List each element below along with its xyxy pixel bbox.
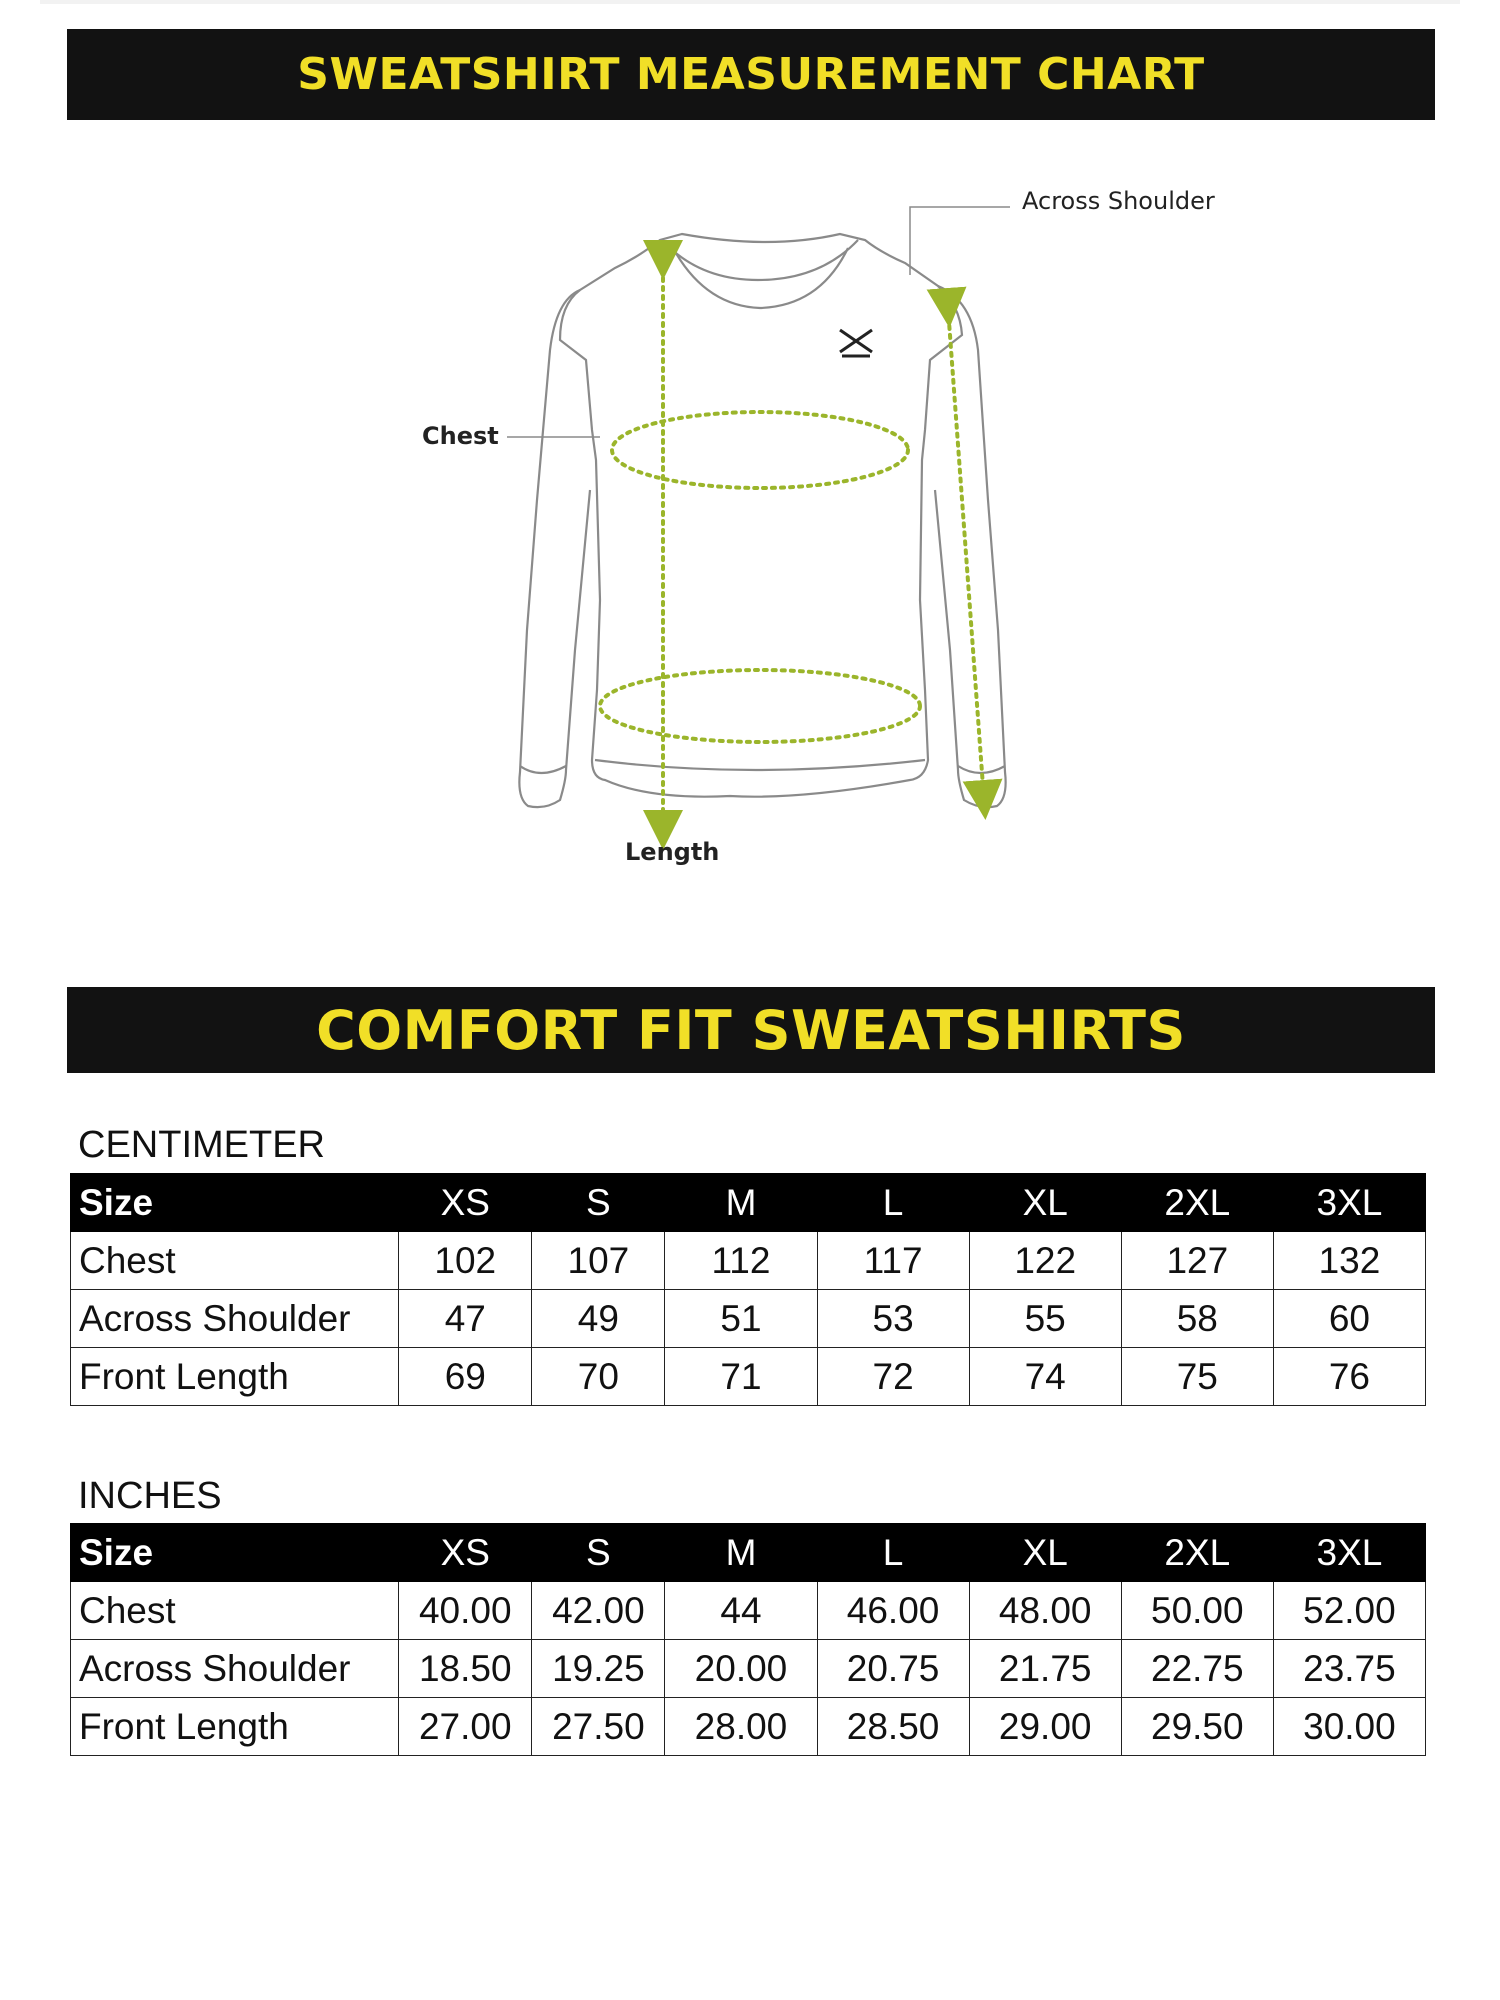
measurement-chart-banner bbox=[67, 29, 1435, 120]
table-row bbox=[71, 1348, 1426, 1406]
table-cell: 27.50 bbox=[532, 1698, 665, 1756]
hem-measure-line bbox=[600, 670, 920, 742]
table-cell: 72 bbox=[817, 1348, 969, 1406]
table-cell: 51 bbox=[665, 1290, 817, 1348]
comfort-fit-banner bbox=[67, 987, 1435, 1073]
table-row bbox=[71, 1640, 1426, 1698]
table-row bbox=[71, 1582, 1426, 1640]
table-cell: 28.50 bbox=[817, 1698, 969, 1756]
table-cell: 127 bbox=[1121, 1232, 1273, 1290]
table-cell: 47 bbox=[399, 1290, 532, 1348]
table-cell: 29.50 bbox=[1121, 1698, 1273, 1756]
table-cell: 20.00 bbox=[665, 1640, 817, 1698]
table-cell: 70 bbox=[532, 1348, 665, 1406]
table-cell: 117 bbox=[817, 1232, 969, 1290]
table-cell: 112 bbox=[665, 1232, 817, 1290]
row-label: Across Shoulder bbox=[71, 1640, 399, 1698]
table-row bbox=[71, 1698, 1426, 1756]
column-header: S bbox=[532, 1524, 665, 1582]
page-title: SWEATSHIRT MEASUREMENT CHART bbox=[297, 49, 1205, 100]
table-cell: 52.00 bbox=[1273, 1582, 1425, 1640]
table-cell: 60 bbox=[1273, 1290, 1425, 1348]
sweatshirt-outline bbox=[519, 234, 1005, 807]
table-cell: 20.75 bbox=[817, 1640, 969, 1698]
length-label: Length bbox=[625, 838, 720, 866]
column-header: 3XL bbox=[1273, 1524, 1425, 1582]
table-cell: 53 bbox=[817, 1290, 969, 1348]
centimeter-heading: CENTIMETER bbox=[78, 1124, 325, 1166]
top-divider bbox=[40, 0, 1460, 4]
fit-title: COMFORT FIT SWEATSHIRTS bbox=[316, 998, 1186, 1062]
column-header: M bbox=[665, 1524, 817, 1582]
table-cell: 69 bbox=[399, 1348, 532, 1406]
table-cell: 49 bbox=[532, 1290, 665, 1348]
crossed-sticks-logo-icon bbox=[840, 330, 872, 356]
table-cell: 132 bbox=[1273, 1232, 1425, 1290]
table-row bbox=[71, 1290, 1426, 1348]
column-header: XL bbox=[969, 1524, 1121, 1582]
column-header: 2XL bbox=[1121, 1174, 1273, 1232]
table-cell: 76 bbox=[1273, 1348, 1425, 1406]
centimeter-size-table bbox=[70, 1173, 1426, 1406]
table-cell: 55 bbox=[969, 1290, 1121, 1348]
chest-measure-line bbox=[612, 412, 908, 488]
table-cell: 23.75 bbox=[1273, 1640, 1425, 1698]
table-cell: 18.50 bbox=[399, 1640, 532, 1698]
column-header: XS bbox=[399, 1524, 532, 1582]
row-label: Chest bbox=[71, 1582, 399, 1640]
table-cell: 22.75 bbox=[1121, 1640, 1273, 1698]
table-cell: 107 bbox=[532, 1232, 665, 1290]
table-header-row bbox=[71, 1524, 1426, 1582]
row-label: Chest bbox=[71, 1232, 399, 1290]
column-header: Size bbox=[71, 1524, 399, 1582]
table-cell: 122 bbox=[969, 1232, 1121, 1290]
table-cell: 44 bbox=[665, 1582, 817, 1640]
column-header: L bbox=[817, 1174, 969, 1232]
table-cell: 28.00 bbox=[665, 1698, 817, 1756]
table-cell: 46.00 bbox=[817, 1582, 969, 1640]
table-cell: 30.00 bbox=[1273, 1698, 1425, 1756]
table-cell: 21.75 bbox=[969, 1640, 1121, 1698]
column-header: XS bbox=[399, 1174, 532, 1232]
table-cell: 27.00 bbox=[399, 1698, 532, 1756]
table-cell: 50.00 bbox=[1121, 1582, 1273, 1640]
sweatshirt-diagram bbox=[0, 130, 1500, 890]
table-cell: 75 bbox=[1121, 1348, 1273, 1406]
across-shoulder-label: Across Shoulder bbox=[1022, 187, 1215, 215]
row-label: Front Length bbox=[71, 1698, 399, 1756]
inches-heading: INCHES bbox=[78, 1475, 222, 1517]
table-cell: 40.00 bbox=[399, 1582, 532, 1640]
inches-size-table bbox=[70, 1523, 1426, 1756]
column-header: XL bbox=[969, 1174, 1121, 1232]
table-cell: 102 bbox=[399, 1232, 532, 1290]
table-cell: 74 bbox=[969, 1348, 1121, 1406]
column-header: 2XL bbox=[1121, 1524, 1273, 1582]
table-cell: 58 bbox=[1121, 1290, 1273, 1348]
table-cell: 42.00 bbox=[532, 1582, 665, 1640]
sleeve-measure-line bbox=[948, 308, 984, 800]
table-cell: 19.25 bbox=[532, 1640, 665, 1698]
table-row bbox=[71, 1232, 1426, 1290]
row-label: Front Length bbox=[71, 1348, 399, 1406]
row-label: Across Shoulder bbox=[71, 1290, 399, 1348]
column-header: 3XL bbox=[1273, 1174, 1425, 1232]
table-cell: 29.00 bbox=[969, 1698, 1121, 1756]
column-header: L bbox=[817, 1524, 969, 1582]
column-header: M bbox=[665, 1174, 817, 1232]
chest-label: Chest bbox=[422, 422, 499, 450]
table-cell: 48.00 bbox=[969, 1582, 1121, 1640]
column-header: S bbox=[532, 1174, 665, 1232]
column-header: Size bbox=[71, 1174, 399, 1232]
table-cell: 71 bbox=[665, 1348, 817, 1406]
table-header-row bbox=[71, 1174, 1426, 1232]
